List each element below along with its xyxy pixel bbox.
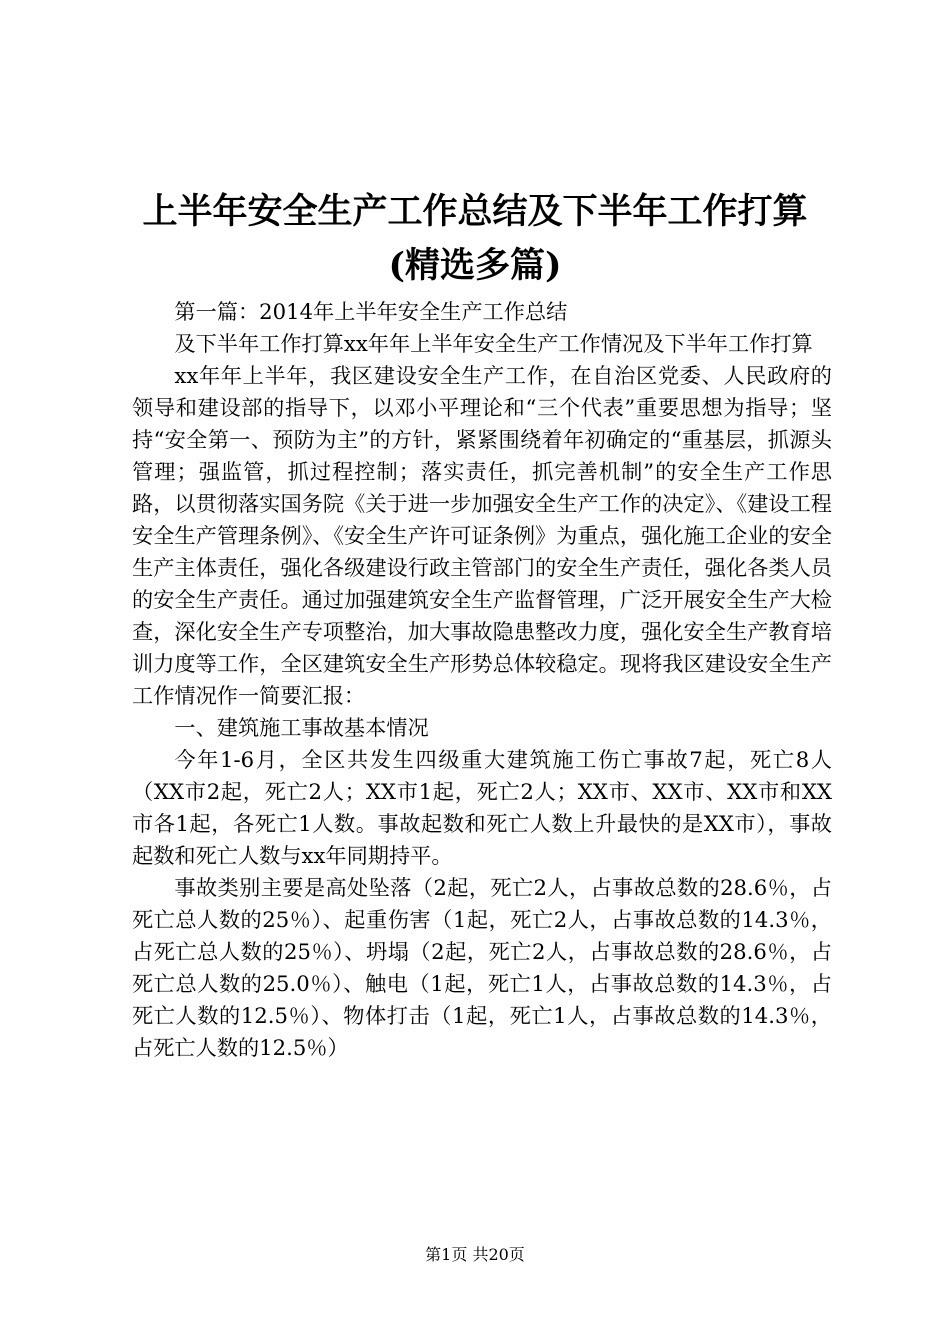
body-paragraph: 及下半年工作打算xx年年上半年安全生产工作情况及下半年工作打算 xyxy=(174,331,813,356)
body-paragraph: xx年年上半年，我区建设安全生产工作，在自治区党委、人民政府的领导和建设部的指导下，以邓小平理论和“三个代表”重要思想为指导；坚持“安全第一、预防为主”的方针，紧紧围绕着年初确定的“重基层，抓源头管理；强监管，抓过程控制；落实责任，抓完善机制”的安全生产工作思路，以贯彻落实国务院《关于进一步加强安全生产工作的决定》、《建设工程安全生产管理条例》、《安全生产许可证条例》为重点，强化施工企业的安全生产主体责任，强化各级建设行政主管部门的安全生产责任，强化各类人员的安全生产责任。通过加强建筑安全生产监督管理，广泛开展安全生产大检查，深化安全生产专项整治，加大事故隐患整改力度，强化安全生产教育培训力度等工作，全区建筑安全生产形势总体较稳定。现将我区建设安全生产工作情况作一简要汇报： xyxy=(132,363,832,708)
body-paragraph: 事故类别主要是高处坠落（2起，死亡2人，占事故总数的28.6％，占死亡总人数的25％）、起重伤害（1起，死亡2人，占事故总数的14.3％，占死亡总人数的25％）、坍塌（2起，死亡2人，占事故总数的28.6％，占死亡总人数的25.0％）、触电（1起，死亡1人，占事故总数的14.3％，占死亡人数的12.5％）、物体打击（1起，死亡1人，占事故总数的14.3％，占死亡人数的12.5％） xyxy=(132,875,832,1060)
section-heading: 第一篇：2014年上半年安全生产工作总结 xyxy=(174,299,568,324)
body-paragraph: 今年1-6月，全区共发生四级重大建筑施工伤亡事故7起，死亡8人（XX市2起，死亡2人；XX市1起，死亡2人；XX市、XX市、XX市和XX市各1起，各死亡1人数。事故起数和死亡人数上升最快的是XX市），事故起数和死亡人数与xx年同期持平。 xyxy=(132,747,832,868)
document-body xyxy=(132,296,832,1064)
document-title: 上半年安全生产工作总结及下半年工作打算 xyxy=(142,191,808,232)
page-footer: 第1页 共20页 xyxy=(425,1245,525,1264)
section-heading: 一、建筑施工事故基本情况 xyxy=(174,715,429,740)
document-subtitle: (精选多篇) xyxy=(388,245,562,286)
